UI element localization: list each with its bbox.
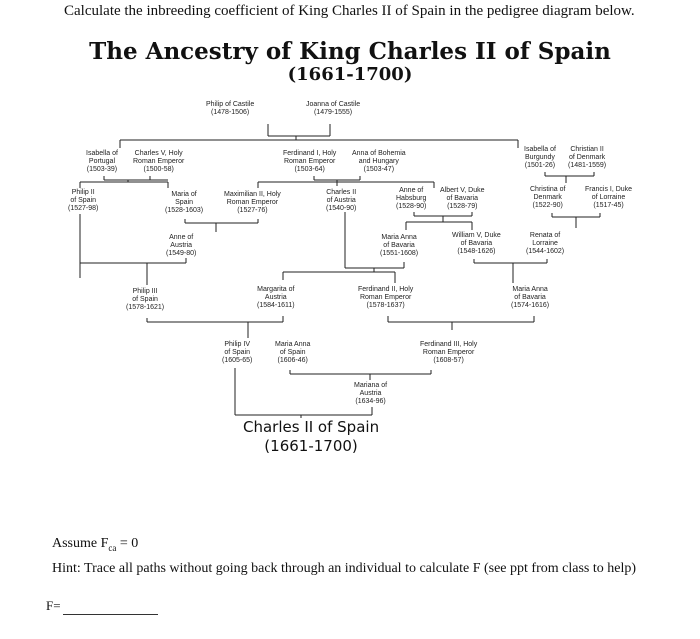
person-joanna-of-castile: Joanna of Castile (1479-1555) <box>306 101 361 116</box>
person-maria-anna-of-spain: Maria Anna of Spain (1606-46) <box>275 341 311 364</box>
person-philip-iii: Philip III of Spain (1578-1621) <box>126 288 165 311</box>
person-ferdinand-ii: Ferdinand II, Holy Roman Emperor (1578-1637) <box>358 286 414 309</box>
person-renata-of-lorraine: Renata of Lorraine (1544-1602) <box>526 232 565 255</box>
person-anna-of-bohemia: Anna of Bohemia and Hungary (1503-47) <box>352 150 406 173</box>
person-ferdinand-iii: Ferdinand III, Holy Roman Emperor (1608-57) <box>420 341 478 364</box>
person-margarita-of-austria: Margarita of Austria (1584-1611) <box>257 286 295 309</box>
diagram-subtitle: (1661-1700) <box>287 64 413 85</box>
person-ferdinand-i: Ferdinand I, Holy Roman Emperor (1503-64) <box>283 150 337 173</box>
answer-blank-line[interactable] <box>63 614 158 615</box>
diagram-title: The Ancestry of King Charles II of Spain <box>89 38 611 65</box>
person-mariana-of-austria: Mariana of Austria (1634-96) <box>354 382 388 405</box>
person-isabella-of-burgundy: Isabella of Burgundy (1501-26) <box>524 146 556 169</box>
person-charles-ii-of-austria: Charles II of Austria (1540-90) <box>326 189 357 212</box>
person-maria-anna-of-bavaria-1574: Maria Anna of Bavaria (1574-1616) <box>511 286 550 309</box>
person-maria-anna-of-bavaria-1551: Maria Anna of Bavaria (1551-1608) <box>380 234 419 257</box>
question-text: Calculate the inbreeding coefficient of King Charles II of Spain in the pedigree diagram below. <box>64 3 635 19</box>
assumption-text: Assume $F_{ca} = 0$ <box>52 536 139 553</box>
person-william-v: William V, Duke of Bavaria (1548-1626) <box>452 232 501 255</box>
person-christian-ii: Christian II of Denmark (1481-1559) <box>568 146 607 169</box>
person-anne-of-habsburg: Anne of Habsburg (1528-90) <box>396 187 427 210</box>
person-albert-v: Albert V, Duke of Bavaria (1528-79) <box>440 187 485 210</box>
person-anne-of-austria: Anne of Austria (1549-80) <box>166 234 197 257</box>
hint-text: Hint: Trace all paths without going back through an individual to calculate F (see ppt from class to help) <box>52 561 636 576</box>
person-maria-of-spain: Maria of Spain (1528-1603) <box>165 191 204 214</box>
person-philip-iv: Philip IV of Spain (1605-65) <box>222 341 253 364</box>
person-francis-i: Francis I, Duke of Lorraine (1517-45) <box>585 186 633 209</box>
person-maximilian-ii: Maximilian II, Holy Roman Emperor (1527-76) <box>224 191 281 214</box>
person-charles-v: Charles V, Holy Roman Emperor (1500-58) <box>133 150 185 173</box>
subject-charles-ii-of-spain: Charles II of Spain (1661-1700) <box>243 418 380 455</box>
person-isabella-of-portugal: Isabella of Portugal (1503-39) <box>86 150 118 173</box>
person-philip-ii: Philip II of Spain (1527-98) <box>68 189 99 212</box>
person-christina-of-denmark: Christina of Denmark (1522-90) <box>530 186 566 209</box>
answer-label: F= <box>46 598 61 613</box>
person-philip-of-castile: Philip of Castile (1478-1506) <box>206 101 255 116</box>
